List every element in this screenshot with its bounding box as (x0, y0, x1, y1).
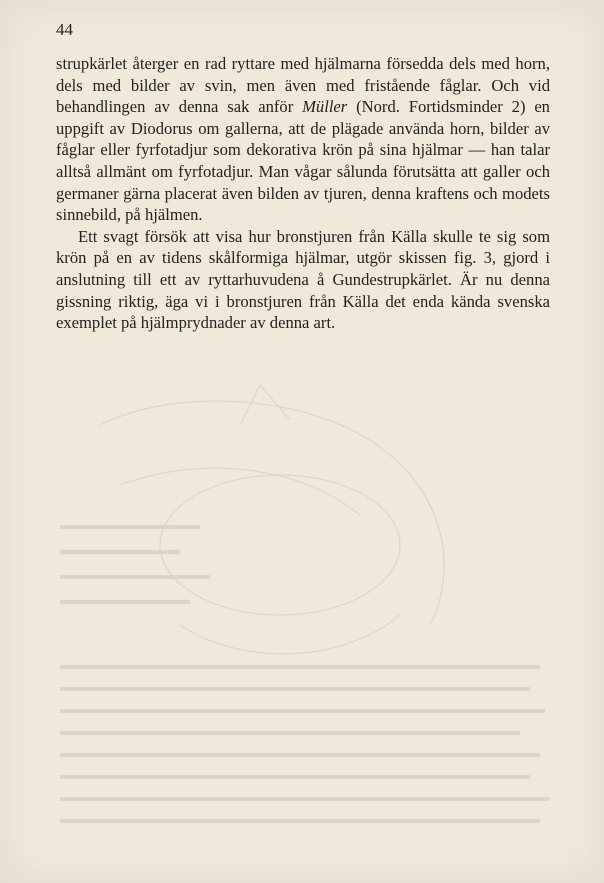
paragraph (56, 226, 550, 334)
bleed-through-illustration (60, 365, 560, 845)
paragraph (56, 53, 550, 226)
page-number: 44 (56, 20, 73, 39)
paragraph-text: (Nord. Fortidsminder 2) en uppgift av Diodorus om gallerna, att de plägade använda horn, bilder av fåglar eller fyrfotadjur som dekorativa krön på sina hjälmar — han talar alltså allmänt om fyrfotadjur. Man vågar sålunda förutsätta att galler och germaner gärna placerat även bilden av tjuren, denna kraftens och modets sinnebild, på hjälmen. (56, 97, 550, 225)
paragraph-text: strupkärlet återger en rad ryttare med hjälmarna försedda dels med horn, dels med bilder av svin, men även med fristående fåglar. Och vid behandlingen av denna sak anför (56, 54, 550, 117)
italic-name: Müller (302, 97, 348, 117)
paragraph-text: Ett svagt försök att visa hur bronstjuren från Källa skulle te sig som krön på en av tidens skålformiga hjälmar, utgör skissen fig. 3, gjord i anslutning till ett av ryttarhuvudena å Gundestrupkärlet. Är nu denna gissning riktig, äga vi i bronstjuren från Källa det enda kända svenska exemplet på hjälmprydnader av denna art. (56, 226, 550, 333)
body-text (56, 53, 550, 334)
